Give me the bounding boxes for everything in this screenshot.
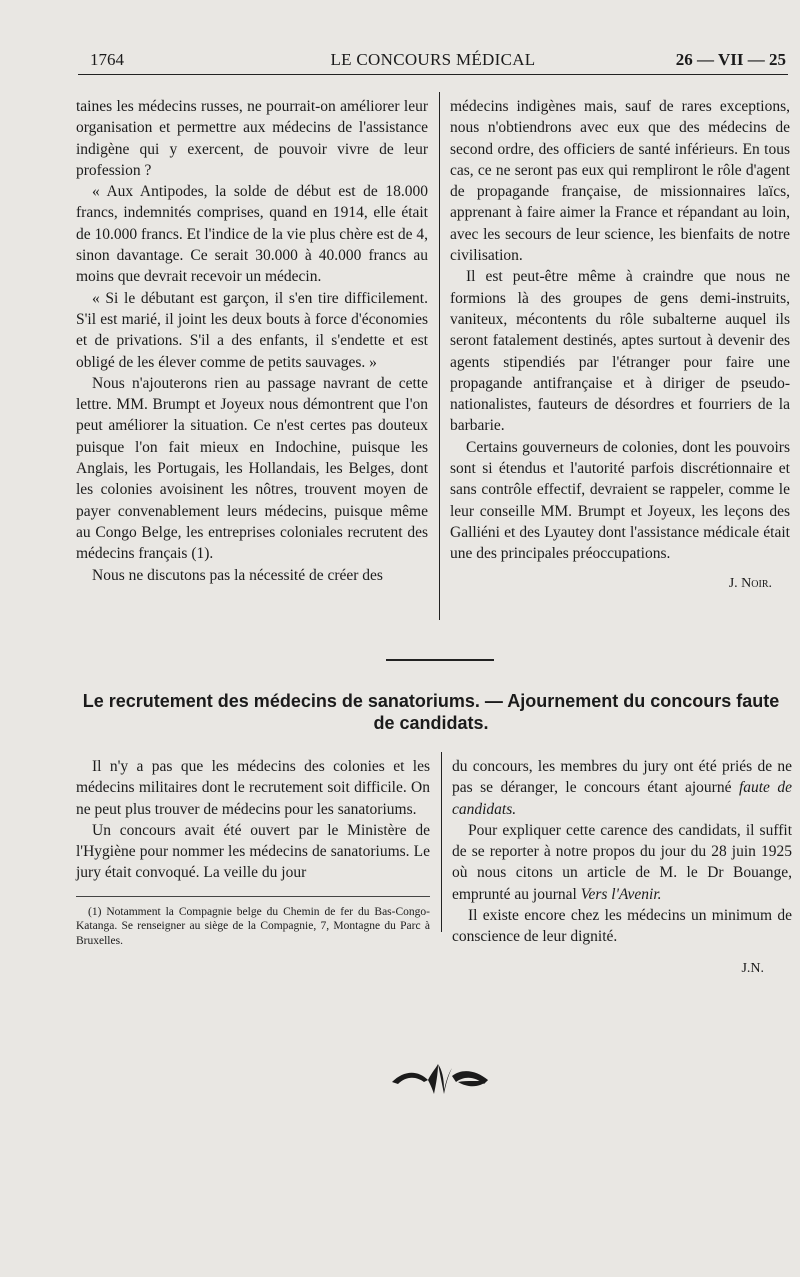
article2-left-column [76, 756, 430, 948]
article2-left-paragraph: Un concours avait été ouvert par le Ministère de l'Hygiène pour nommer les médecins de sanatoriums. Le jury était convoqué. La veille du jour [76, 821, 430, 882]
article1-left-column [76, 96, 428, 586]
article1-left-paragraph: « Si le débutant est garçon, il s'en tire difficilement. S'il est marié, il joint les deux bouts à force d'économies et de privations. S'il a des enfants, il s'endette et est obligé de les élever comme de petits sauvages. » [76, 289, 428, 371]
issue-date: 26 — VII — 25 [675, 50, 786, 69]
article1-signature: J. Noir. [728, 575, 772, 591]
fleuron-ornament-icon [388, 1058, 494, 1098]
page-header [78, 50, 788, 74]
journal-title: LE CONCOURS MÉDICAL [330, 50, 536, 69]
article1-left-paragraph: taines les médecins russes, ne pourrait-on améliorer leur organisation et permettre aux médecins de l'assistance indigène qui y exercent, de pouvoir vivre de leur profession ? [76, 98, 428, 179]
article2-title: Le recrutement des médecins de sanatoriums. — Ajournement du concours faute de candidats. [82, 691, 780, 733]
article2-right-paragraph [452, 756, 792, 820]
article2-right-paragraph: Il existe encore chez les médecins un minimum de conscience de leur dignité. [452, 907, 792, 946]
article1-right-column [450, 96, 790, 594]
header-rule [78, 74, 788, 75]
article1-left-paragraph: Nous ne discutons pas la nécessité de créer des [92, 566, 383, 584]
article1-right-paragraph: Il est peut-être même à craindre que nous ne formions là des groupes de gens demi-instruits, vaniteux, mécontents du rôle subalterne auquel ils seront fatalement destinés, aptes surtout à devenir des agents stipendiés par l'étranger pour faire une propagande antifrançaise et à diriger de pseudo-nationalistes, fauteurs de désordres et fourriers de la barbarie. [450, 268, 790, 435]
article1-right-paragraph: médecins indigènes mais, sauf de rares exceptions, nous n'obtiendrons avec eux que des médecins de second ordre, des officiers de santé inférieurs. En tous cas, ce ne seront pas eux qui rempliront le rôle d'agent de propagande française, de missionnaires laïcs, apprenant à faire aimer la France et répandant au loin, avec les secours de leur science, les bienfaits de notre civilisation. [450, 98, 790, 265]
article2-right-italic: Vers l'Avenir. [580, 885, 662, 903]
article1-right-paragraph: Certains gouverneurs de colonies, dont les pouvoirs sont si étendus et l'autorité parfois discrétionnaire et sans contrôle effectif, devraient se rappeler, comme le leur conseille MM. Brumpt et Joyeux, les leçons des Galliéni et des Lyautey dont l'assistance médicale était une des principales préoccupations. [450, 438, 790, 563]
article2-right-paragraph [452, 820, 792, 905]
article2-signature: J.N. [741, 960, 764, 976]
article1-left-paragraph: « Aux Antipodes, la solde de début est de 18.000 francs, indemnités comprises, quand en 1914, elle était de 10.000 francs. Et l'indice de la vie plus chère est de 4, sinon davantage. Ce serait 30.000 à 40.000 francs au moins que devrait recevoir un médecin. [76, 183, 428, 286]
footnote: (1) Notamment la Compagnie belge du Chemin de fer du Bas-Congo-Katanga. Se renseigner au siège de la Compagnie, 7, Montagne du Parc à Bruxelles. [76, 896, 430, 949]
page-number: 1764 [90, 50, 124, 69]
article2-right-text: du concours, les membres du jury ont été priés de ne pas se déranger, le concours étant ajourné [452, 758, 792, 797]
section-separator [386, 659, 494, 661]
article1-column-divider [439, 92, 440, 620]
article2-right-text: Pour expliquer cette carence des candidats, il suffit de se reporter à notre propos du jour du 28 juin 1925 où nous citons un article de M. le Dr Bouange, emprunté au journal [452, 821, 792, 903]
article1-left-paragraph: Nous n'ajouterons rien au passage navrant de cette lettre. MM. Brumpt et Joyeux nous démontrent que l'on peut améliorer la situation. Ce n'est certes pas douteux puisque l'on fait mieux en Indochine, puisque les Anglais, les Portugais, les Hollandais, les Belges, dont les colonies avoisinent les nôtres, trouvent moyen de payer convenablement leurs médecins, puisque même au Congo Belge, les entreprises coloniales recrutent des médecins français (1). [76, 374, 428, 563]
article2-right-italic: faute de candidats. [452, 779, 793, 818]
article2-left-paragraph: Il n'y a pas que les médecins des colonies et les médecins militaires dont le recrutement soit difficile. On ne peut plus trouver de médecins pour les sanatoriums. [76, 758, 430, 818]
article2-column-divider [441, 752, 442, 932]
article2-right-column [452, 756, 792, 979]
